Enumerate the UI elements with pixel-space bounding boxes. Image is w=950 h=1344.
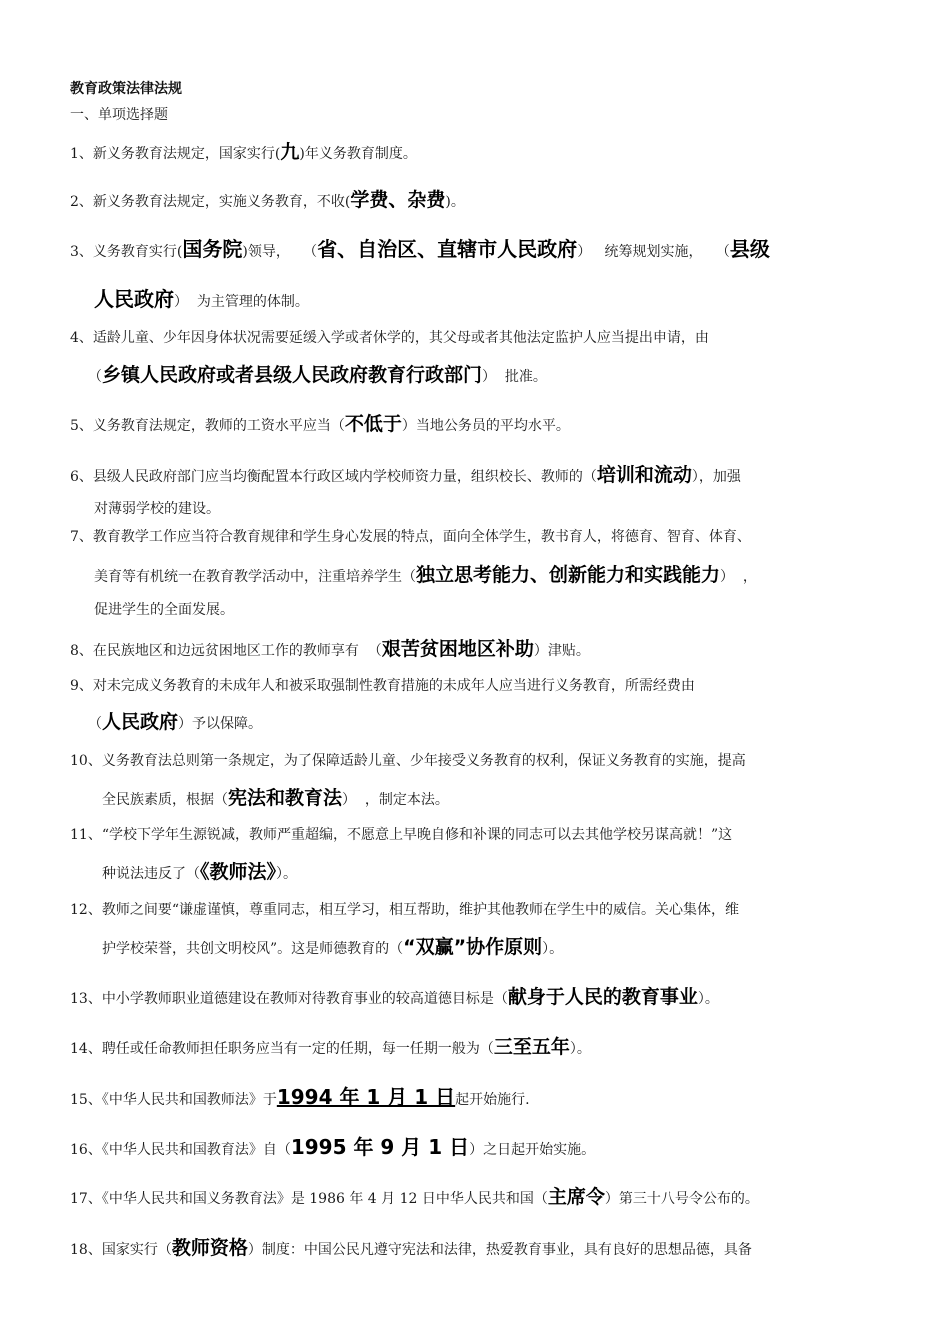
question-7 xyxy=(70,527,885,547)
question-text: ）予以保障。 xyxy=(178,716,263,732)
question-3 xyxy=(70,239,885,262)
answer: 艰苦贫困地区补助 xyxy=(381,638,534,660)
question-text: 16、《中华人民共和国教育法》自（ xyxy=(70,1142,291,1158)
answer: 1995 年 9 月 1 日 xyxy=(290,1135,470,1159)
question-1 xyxy=(70,142,885,164)
question-text: ）制度：中国公民凡遵守宪法和法律，热爱教育事业，具有良好的思想品德，具备 xyxy=(247,1242,752,1258)
question-text: 3、义务教育实行( xyxy=(70,244,183,260)
question-10 xyxy=(70,751,885,771)
question-7-cont xyxy=(70,565,885,587)
question-13 xyxy=(70,987,885,1009)
answer: 献身于人民的教育事业 xyxy=(507,986,698,1008)
question-8 xyxy=(70,639,885,661)
question-text: 2、新义务教育法规定，实施义务教育，不收( xyxy=(70,194,351,210)
question-text: 起开始施行. xyxy=(455,1092,530,1108)
question-4 xyxy=(70,328,885,348)
question-text: ）。 xyxy=(542,941,564,957)
answer: “双赢”协作原则 xyxy=(403,936,543,958)
question-text: 12、教师之间要“谦虚谨慎，尊重同志，相互学习，相互帮助，维护其他教师在学生中的威信。关心集体，维 xyxy=(70,902,739,918)
question-2 xyxy=(70,190,885,212)
question-text: ）。 xyxy=(569,1041,591,1057)
question-text: ）。 xyxy=(276,866,298,882)
question-text: ）第三十八号令公布的。 xyxy=(604,1191,759,1207)
question-17 xyxy=(70,1187,885,1209)
answer: 人民政府 xyxy=(94,287,174,311)
question-16 xyxy=(70,1137,885,1160)
question-14 xyxy=(70,1037,885,1059)
answer: 九 xyxy=(280,141,300,163)
question-text: 促进学生的全面发展。 xyxy=(94,602,234,618)
question-text: 15、《中华人民共和国教师法》于 xyxy=(70,1092,277,1108)
question-text: 9、对未完成义务教育的未成年人和被采取强制性教育措施的未成年人应当进行义务教育，所需经费由 xyxy=(70,678,695,694)
question-10-cont xyxy=(70,788,885,810)
question-text: 18、国家实行（ xyxy=(70,1242,172,1258)
answer: 三至五年 xyxy=(493,1036,570,1058)
answer: 乡镇人民政府或者县级人民政府教育行政部门 xyxy=(102,364,483,386)
question-text: 护学校荣誉，共创文明校风”。这是师德教育的（ xyxy=(102,941,404,957)
answer: 学费、杂费 xyxy=(350,189,446,211)
question-text: （ xyxy=(88,369,102,385)
question-4-cont xyxy=(70,365,885,387)
question-text: 10、义务教育法总则第一条规定，为了保障适龄儿童、少年接受义务教育的权利，保证义务教育的实施，提高 xyxy=(70,753,746,769)
question-6 xyxy=(70,465,885,487)
question-text: ） ， xyxy=(720,569,757,585)
question-text: 6、县级人民政府部门应当均衡配置本行政区域内学校师资力量，组织校长、教师的（ xyxy=(70,469,597,485)
question-12 xyxy=(70,900,885,920)
answer: 县级 xyxy=(729,237,770,261)
question-text: 美育等有机统一在教育教学活动中，注重培养学生（ xyxy=(94,569,416,585)
question-7-cont2 xyxy=(70,600,885,620)
answer: 宪法和教育法 xyxy=(228,787,343,809)
question-text: 7、教育教学工作应当符合教育规律和学生身心发展的特点，面向全体学生，教书育人，将德育、智育、体育、 xyxy=(70,529,751,545)
answer: 省、自治区、直辖市人民政府 xyxy=(317,237,578,261)
question-text: ）当地公务员的平均水平。 xyxy=(401,418,570,434)
answer: 人民政府 xyxy=(102,711,179,733)
answer: 《教师法》 xyxy=(200,861,277,883)
question-text: 5、义务教育法规定，教师的工资水平应当（ xyxy=(70,418,345,434)
document-title: 教育政策法律法规 xyxy=(70,81,182,97)
question-text: )领导， （ xyxy=(242,244,318,260)
answer: 独立思考能力、创新能力和实践能力 xyxy=(416,564,721,586)
question-15 xyxy=(70,1087,885,1110)
question-11-cont xyxy=(70,862,885,884)
question-text: 对薄弱学校的建设。 xyxy=(94,501,220,517)
question-text: 13、中小学教师职业道德建设在教师对待教育事业的较高道德目标是（ xyxy=(70,991,508,1007)
section-heading: 一、单项选择题 xyxy=(70,107,168,123)
answer: 1994 年 1 月 1 日 xyxy=(276,1085,456,1109)
question-text: （ xyxy=(88,716,102,732)
question-text: 11、“学校下学年生源锐减，教师严重超编，不愿意上早晚自修和补课的同志可以去其他学校另谋高就！”这 xyxy=(70,827,733,843)
question-3-cont xyxy=(70,289,885,312)
question-text: 1、新义务教育法规定，国家实行( xyxy=(70,146,281,162)
question-text: ），加强 xyxy=(691,469,741,485)
answer: 培训和流动 xyxy=(596,464,692,486)
question-text: ）之日起开始实施。 xyxy=(469,1142,596,1158)
question-text: ） 为主管理的体制。 xyxy=(174,294,309,310)
question-9-cont xyxy=(70,712,885,734)
question-text: 14、聘任或任命教师担任职务应当有一定的任期，每一任期一般为（ xyxy=(70,1041,494,1057)
question-text: 8、在民族地区和边远贫困地区工作的教师享有 （ xyxy=(70,643,382,659)
question-text: )。 xyxy=(445,194,465,210)
question-5 xyxy=(70,414,885,436)
question-text: )年义务教育制度。 xyxy=(299,146,417,162)
question-text: ） 统筹规划实施， （ xyxy=(577,244,730,260)
question-11 xyxy=(70,825,885,845)
answer: 主席令 xyxy=(547,1186,605,1208)
question-18 xyxy=(70,1238,885,1260)
question-text: ） ，制定本法。 xyxy=(342,792,449,808)
question-text: 种说法违反了（ xyxy=(102,866,200,882)
question-text: ） 批准。 xyxy=(482,369,547,385)
answer: 国务院 xyxy=(182,237,243,261)
answer: 教师资格 xyxy=(171,1237,248,1259)
question-text: ）。 xyxy=(697,991,719,1007)
question-6-cont xyxy=(70,499,885,519)
answer: 不低于 xyxy=(344,413,402,435)
question-text: 17、《中华人民共和国义务教育法》是 1986 年 4 月 12 日中华人民共和国（ xyxy=(70,1191,548,1207)
question-text: ）津贴。 xyxy=(533,643,590,659)
question-text: 全民族素质，根据（ xyxy=(102,792,228,808)
question-12-cont xyxy=(70,937,885,959)
question-text: 4、适龄儿童、少年因身体状况需要延缓入学或者休学的，其父母或者其他法定监护人应当提出申请，由 xyxy=(70,330,709,346)
question-9 xyxy=(70,676,885,696)
